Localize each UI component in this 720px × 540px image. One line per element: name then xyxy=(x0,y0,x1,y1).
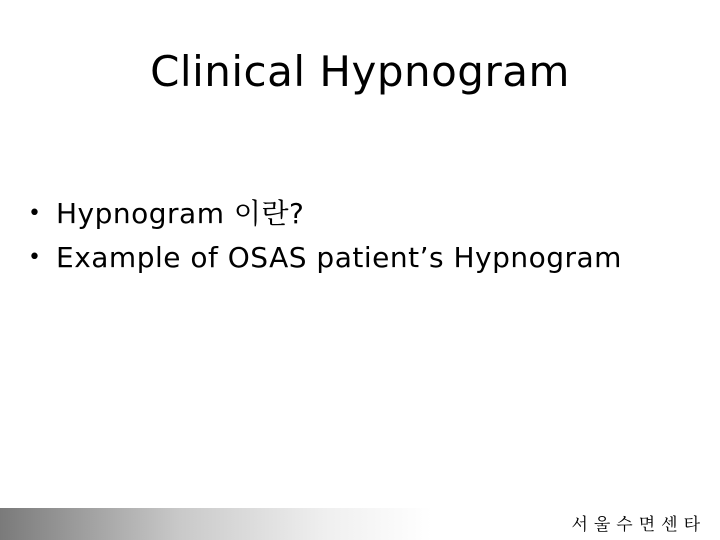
bullet-item xyxy=(28,236,622,280)
bullet-text: Hypnogram 이란? xyxy=(56,197,305,230)
bullet-marker: • xyxy=(28,245,42,270)
bullet-marker: • xyxy=(28,201,42,226)
bullet-list xyxy=(28,192,622,280)
slide-title: Clinical Hypnogram xyxy=(150,47,570,96)
bullet-item xyxy=(28,192,622,236)
bullet-text: Example of OSAS patient’s Hypnogram xyxy=(56,241,622,274)
footer-organization: 서울수면센타 xyxy=(571,515,706,535)
